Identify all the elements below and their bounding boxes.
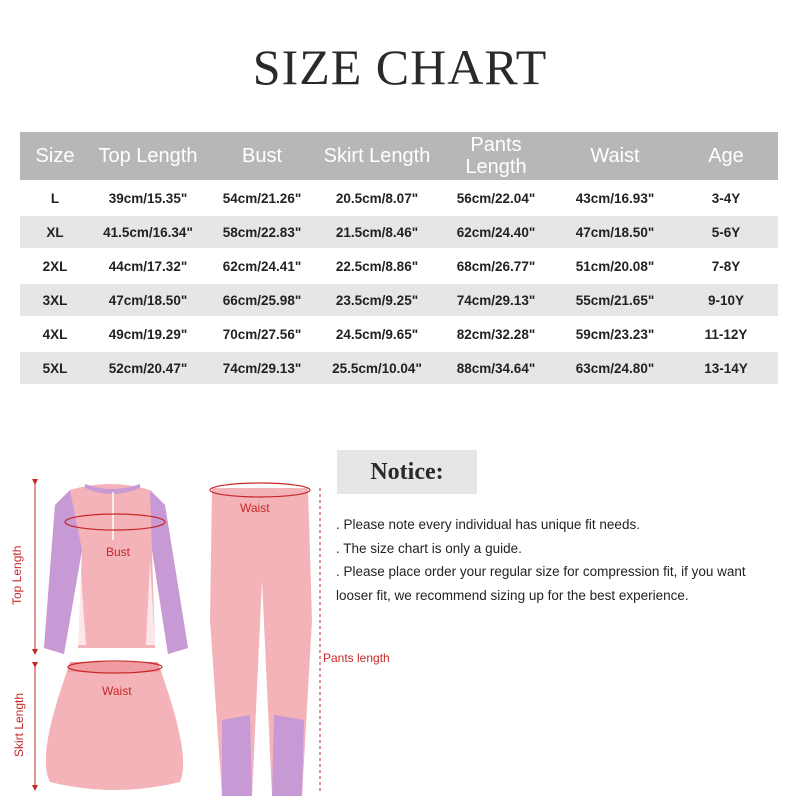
rash-guard-top [44, 484, 188, 654]
cell-size: 3XL [20, 284, 90, 316]
cell-top-length: 41.5cm/16.34" [90, 216, 206, 248]
cell-top-length: 44cm/17.32" [90, 250, 206, 282]
col-header-age: Age [674, 132, 778, 180]
table-row [20, 182, 778, 214]
table-header-row [20, 132, 778, 180]
col-header-skirt-length: Skirt Length [318, 132, 436, 180]
cell-skirt-length: 24.5cm/9.65" [318, 318, 436, 350]
leggings [210, 483, 312, 796]
col-header-top-length: Top Length [90, 132, 206, 180]
notice-line: . Please place order your regular size for compression fit, if you want looser fit, we recommend sizing up for the best experience. [336, 564, 746, 603]
notice-notes [336, 513, 776, 607]
cell-bust: 74cm/29.13" [206, 352, 318, 384]
top-length-label: Top Length [10, 545, 24, 605]
col-header-size: Size [20, 132, 90, 180]
cell-age: 13-14Y [674, 352, 778, 384]
cell-size: 4XL [20, 318, 90, 350]
cell-bust: 54cm/21.26" [206, 182, 318, 214]
cell-top-length: 39cm/15.35" [90, 182, 206, 214]
cell-skirt-length: 22.5cm/8.86" [318, 250, 436, 282]
cell-bust: 58cm/22.83" [206, 216, 318, 248]
cell-waist: 43cm/16.93" [556, 182, 674, 214]
cell-size: L [20, 182, 90, 214]
bust-label: Bust [106, 545, 131, 559]
cell-waist: 63cm/24.80" [556, 352, 674, 384]
cell-pants-length: 62cm/24.40" [436, 216, 556, 248]
table-row [20, 352, 778, 384]
cell-top-length: 47cm/18.50" [90, 284, 206, 316]
pants-length-label: Pants length [323, 651, 390, 665]
cell-bust: 62cm/24.41" [206, 250, 318, 282]
cell-skirt-length: 20.5cm/8.07" [318, 182, 436, 214]
cell-skirt-length: 23.5cm/9.25" [318, 284, 436, 316]
page-title: SIZE CHART [252, 39, 548, 95]
cell-size: 5XL [20, 352, 90, 384]
size-table [20, 130, 778, 386]
cell-skirt-length: 21.5cm/8.46" [318, 216, 436, 248]
cell-pants-length: 88cm/34.64" [436, 352, 556, 384]
notice-line: . The size chart is only a guide. [336, 540, 522, 556]
pants-waist-label: Waist [240, 501, 270, 515]
table-row [20, 318, 778, 350]
cell-waist: 47cm/18.50" [556, 216, 674, 248]
cell-skirt-length: 25.5cm/10.04" [318, 352, 436, 384]
cell-size: XL [20, 216, 90, 248]
cell-pants-length: 68cm/26.77" [436, 250, 556, 282]
table-row [20, 284, 778, 316]
cell-pants-length: 56cm/22.04" [436, 182, 556, 214]
table-row [20, 250, 778, 282]
cell-age: 5-6Y [674, 216, 778, 248]
skirt-length-label: Skirt Length [12, 692, 26, 757]
cell-top-length: 49cm/19.29" [90, 318, 206, 350]
garment-illustration [0, 470, 330, 800]
col-header-waist: Waist [556, 132, 674, 180]
cell-waist: 51cm/20.08" [556, 250, 674, 282]
cell-pants-length: 74cm/29.13" [436, 284, 556, 316]
cell-pants-length: 82cm/32.28" [436, 318, 556, 350]
cell-waist: 55cm/21.65" [556, 284, 674, 316]
garment-drawing [0, 470, 330, 800]
cell-size: 2XL [20, 250, 90, 282]
cell-age: 3-4Y [674, 182, 778, 214]
cell-bust: 70cm/27.56" [206, 318, 318, 350]
skirt [46, 661, 183, 790]
skirt-waist-label: Waist [102, 684, 132, 698]
cell-age: 7-8Y [674, 250, 778, 282]
notice-heading: Notice: [337, 450, 477, 494]
table-row [20, 216, 778, 248]
notice-line: . Please note every individual has unique fit needs. [336, 517, 640, 532]
cell-age: 9-10Y [674, 284, 778, 316]
col-header-bust: Bust [206, 132, 318, 180]
col-header-pants-length: Pants Length [436, 132, 556, 180]
cell-bust: 66cm/25.98" [206, 284, 318, 316]
cell-waist: 59cm/23.23" [556, 318, 674, 350]
cell-top-length: 52cm/20.47" [90, 352, 206, 384]
cell-age: 11-12Y [674, 318, 778, 350]
